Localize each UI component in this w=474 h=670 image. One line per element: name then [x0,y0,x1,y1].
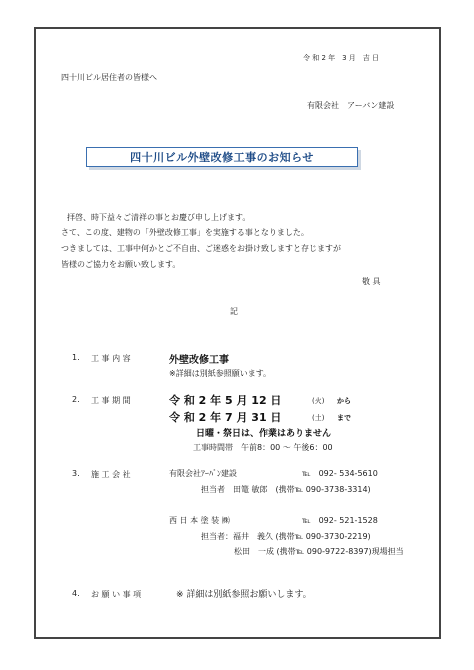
section-2-number: 2. [72,395,80,404]
greeting-line-4: 皆様のご協力をお願い致します。 [61,260,181,269]
greeting-line-3: つきましては、工事中何かとご不自由、ご迷惑をお掛け致しますと存じますが [61,244,341,253]
end-weekday: (土) [312,414,325,422]
company-2-staff-1: 担当者：福井 義久 (携帯℡ 090-3730-2219) [201,532,371,541]
section-2-label: 工 事 期 間 [91,396,131,405]
company-2-name: 西 日 本 塗 装 ㈱ [169,516,230,525]
greeting-line-2: さて、この度、建物の「外壁改修工事」を実施する事となりました。 [61,228,309,237]
section-1-number: 1. [72,353,80,362]
section-1-note: ※詳細は別紙参照願います。 [169,369,272,378]
company-1-tel: ℡ 092- 534-5610 [302,469,378,478]
section-4-text: ※ 詳細は別紙参照お願いします。 [176,590,312,600]
recipient-text: 四十川ビル居住者の皆様へ [61,73,157,82]
company-1-name: 有限会社ｱｰﾊﾞﾝ建設 [169,469,237,478]
greeting-line-1: 拝啓、時下益々ご清祥の事とお慶び申し上げます。 [67,213,251,222]
sender-text: 有限会社 アーバン建設 [307,101,395,110]
start-date: 令 和 2 年 5 月 12 日 [169,394,282,407]
end-suffix: まで [337,414,351,422]
company-2-staff-2: 松田 一成 (携帯℡ 090-9722-8397)現場担当 [234,547,404,556]
section-3-number: 3. [72,469,80,478]
section-1-main: 外壁改修工事 [169,355,229,366]
ki-text: 記 [230,307,238,316]
page-title: 四十川ビル外壁改修工事のお知らせ [130,151,314,164]
section-1-label: 工 事 内 容 [91,354,131,363]
work-hours: 工事時間帯 午前8：00 ～ 午後6：00 [193,443,333,452]
section-4-number: 4. [72,589,80,598]
date-text: 令 和 2 年 3 月 吉 日 [303,54,380,62]
company-2-tel: ℡ 092- 521-1528 [302,516,378,525]
section-4-label: お 願 い 事 項 [91,590,142,599]
title-box [86,147,358,167]
section-3-label: 施 工 会 社 [91,470,131,479]
company-1-staff: 担当者 田篭 敏郎 (携帯℡ 090-3738-3314) [201,485,371,494]
end-date: 令 和 2 年 7 月 31 日 [169,411,282,424]
start-weekday: (火) [312,397,325,405]
start-suffix: から [337,397,351,405]
holiday-notice: 日曜・祭日は、作業はありません [196,429,332,439]
closing-text: 敬 具 [362,277,381,286]
